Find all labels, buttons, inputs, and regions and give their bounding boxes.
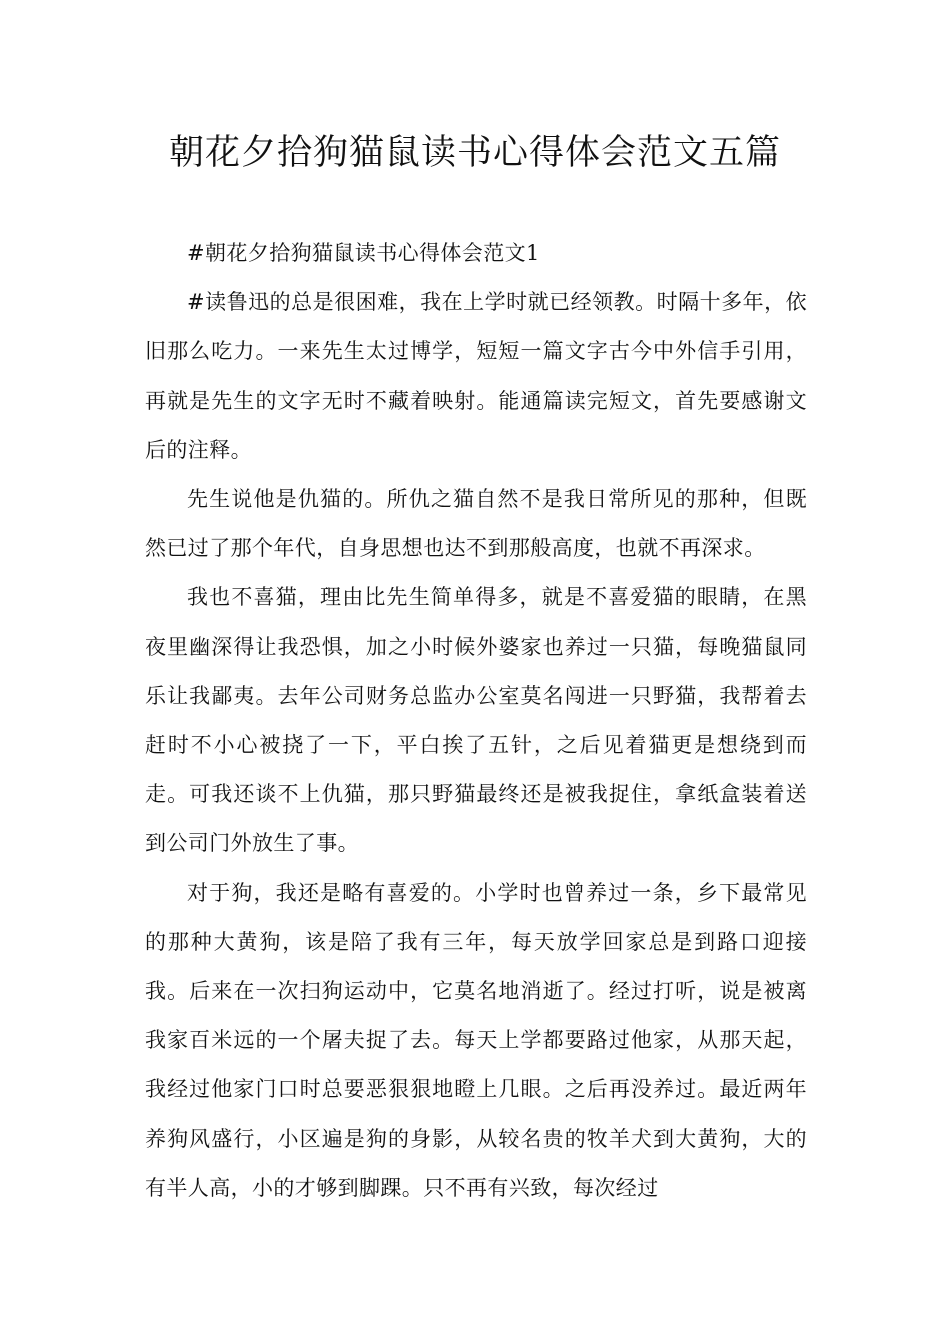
body-paragraph-2: 先生说他是仇猫的。所仇之猫自然不是我日常所见的那种，但既然已过了那个年代，自身思想也达不到那般高度，也就不再深求。 xyxy=(145,487,807,561)
body-paragraph-1: #读鲁迅的总是很困难，我在上学时就已经领教。时隔十多年，依旧那么吃力。一来先生太过博学，短短一篇文字古今中外信手引用，再就是先生的文字无时不藏着映射。能通篇读完短文，首先要感谢文后的注释。 xyxy=(145,290,807,462)
document-body xyxy=(145,229,807,1213)
section-heading-paragraph: #朝花夕拾狗猫鼠读书心得体会范文1 xyxy=(187,241,540,265)
body-paragraph-3: 我也不喜猫，理由比先生简单得多，就是不喜爱猫的眼睛，在黑夜里幽深得让我恐惧，加之小时候外婆家也养过一只猫，每晚猫鼠同乐让我鄙夷。去年公司财务总监办公室莫名闯进一只野猫，我帮着去赶时不小心被挠了一下，平白挨了五针，之后见着猫更是想绕到而走。可我还谈不上仇猫，那只野猫最终还是被我捉住，拿纸盒装着送到公司门外放生了事。 xyxy=(145,585,807,856)
body-paragraph-4: 对于狗，我还是略有喜爱的。小学时也曾养过一条，乡下最常见的那种大黄狗，该是陪了我有三年，每天放学回家总是到路口迎接我。后来在一次扫狗运动中，它莫名地消逝了。经过打听，说是被离我家百米远的一个屠夫捉了去。每天上学都要路过他家，从那天起，我经过他家门口时总要恶狠狠地瞪上几眼。之后再没养过。最近两年养狗风盛行，小区遍是狗的身影，从较名贵的牧羊犬到大黄狗，大的有半人高，小的才够到脚踝。只不再有兴致，每次经过 xyxy=(145,880,807,1200)
document-title: 朝花夕拾狗猫鼠读书心得体会范文五篇 xyxy=(168,133,781,173)
